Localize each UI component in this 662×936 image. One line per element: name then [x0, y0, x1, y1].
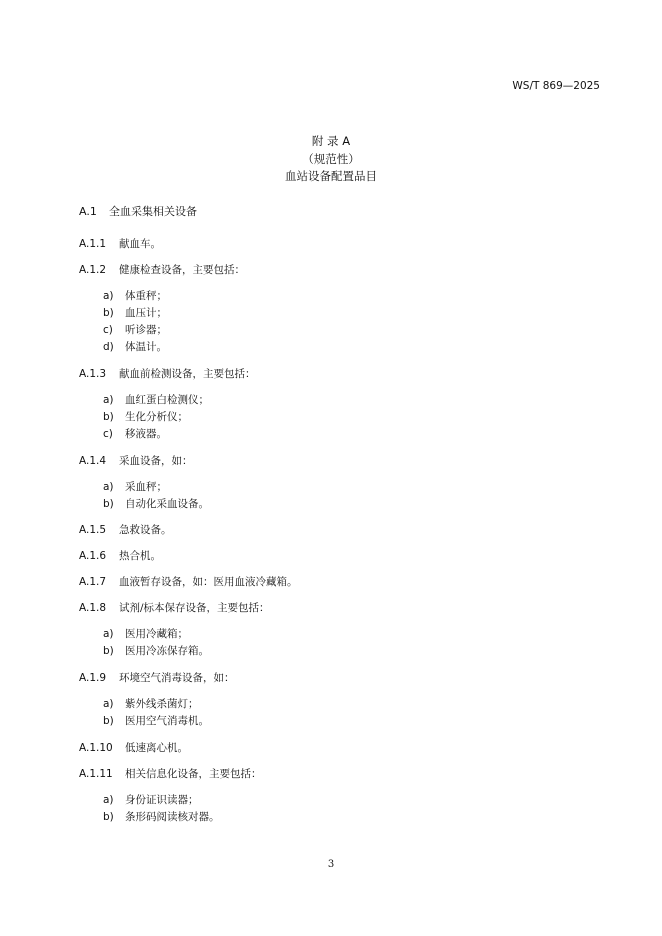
list-item: [103, 339, 167, 354]
list-item-text: 身份证识读器；: [125, 794, 199, 806]
list-item-text: 自动化采血设备。: [125, 498, 209, 510]
section-number: A.1: [79, 205, 97, 218]
clause-text: 试剂/标本保存设备，主要包括：: [119, 602, 270, 614]
clause-a-1-1: [79, 236, 161, 251]
clause-a-1-7: [79, 574, 298, 589]
clause-number: A.1.11: [79, 768, 113, 780]
clause-number: A.1.9: [79, 672, 107, 684]
list-marker: d): [103, 341, 114, 353]
list-marker: a): [103, 628, 114, 640]
clause-a-1-11: [79, 766, 262, 781]
list-item: [103, 643, 209, 658]
list-marker: a): [103, 290, 114, 302]
appendix-title: 血站设备配置品目: [285, 169, 377, 183]
list-item-text: 医用冷冻保存箱。: [125, 645, 209, 657]
appendix-type: （规范性）: [302, 152, 360, 166]
clause-text: 低速离心机。: [125, 742, 188, 754]
list-item-text: 血红蛋白检测仪；: [125, 394, 209, 406]
clause-text: 急救设备。: [119, 524, 172, 536]
clause-text: 献血前检测设备，主要包括：: [119, 368, 256, 380]
list-item: [103, 322, 167, 337]
clause-text: 采血设备，如：: [119, 455, 193, 467]
clause-number: A.1.8: [79, 602, 107, 614]
clause-a-1-5: [79, 522, 172, 537]
list-marker: c): [103, 324, 113, 336]
list-item: [103, 305, 167, 320]
list-item-text: 生化分析仪；: [125, 411, 188, 423]
list-item-text: 听诊器；: [125, 324, 167, 336]
clause-number: A.1.2: [79, 264, 107, 276]
list-item-text: 紫外线杀菌灯；: [125, 698, 199, 710]
list-marker: b): [103, 411, 114, 423]
list-item-text: 医用空气消毒机。: [125, 715, 209, 727]
clause-number: A.1.7: [79, 576, 107, 588]
clause-text: 相关信息化设备，主要包括：: [125, 768, 262, 780]
clause-number: A.1.5: [79, 524, 107, 536]
list-item-text: 条形码阅读核对器。: [125, 811, 220, 823]
list-marker: a): [103, 481, 114, 493]
clause-number: A.1.4: [79, 455, 107, 467]
list-marker: b): [103, 307, 114, 319]
clause-text: 血液暂存设备，如：医用血液冷藏箱。: [119, 576, 298, 588]
list-item: [103, 288, 167, 303]
list-item: [103, 426, 167, 441]
list-item-text: 血压计；: [125, 307, 167, 319]
list-item: [103, 809, 220, 824]
list-marker: b): [103, 645, 114, 657]
page-number: 3: [327, 859, 335, 870]
standard-code: WS/T 869—2025: [512, 80, 600, 92]
list-marker: c): [103, 428, 113, 440]
section-heading: [79, 203, 197, 219]
list-item: [103, 479, 167, 494]
clause-number: A.1.10: [79, 742, 113, 754]
list-marker: b): [103, 811, 114, 823]
section-title: 全血采集相关设备: [109, 205, 197, 218]
list-item: [103, 392, 209, 407]
clause-a-1-4: [79, 453, 193, 468]
list-item-text: 体温计。: [125, 341, 167, 353]
clause-number: A.1.6: [79, 550, 107, 562]
list-item: [103, 626, 188, 641]
list-item: [103, 496, 209, 511]
list-marker: b): [103, 715, 114, 727]
clause-a-1-10: [79, 740, 188, 755]
list-marker: a): [103, 394, 114, 406]
list-item-text: 医用冷藏箱；: [125, 628, 188, 640]
list-item-text: 体重秤；: [125, 290, 167, 302]
appendix-label: 附 录 A: [311, 134, 351, 148]
list-item: [103, 713, 209, 728]
clause-a-1-6: [79, 548, 161, 563]
list-marker: a): [103, 698, 114, 710]
list-marker: a): [103, 794, 114, 806]
clause-a-1-3: [79, 366, 256, 381]
clause-text: 献血车。: [119, 238, 161, 250]
list-marker: b): [103, 498, 114, 510]
clause-a-1-8: [79, 600, 270, 615]
clause-text: 环境空气消毒设备，如：: [119, 672, 235, 684]
clause-text: 健康检查设备，主要包括：: [119, 264, 245, 276]
list-item: [103, 792, 199, 807]
list-item: [103, 409, 188, 424]
list-item-text: 采血秤；: [125, 481, 167, 493]
list-item: [103, 696, 199, 711]
clause-number: A.1.3: [79, 368, 107, 380]
list-item-text: 移液器。: [125, 428, 167, 440]
clause-number: A.1.1: [79, 238, 107, 250]
clause-text: 热合机。: [119, 550, 161, 562]
clause-a-1-9: [79, 670, 235, 685]
clause-a-1-2: [79, 262, 245, 277]
